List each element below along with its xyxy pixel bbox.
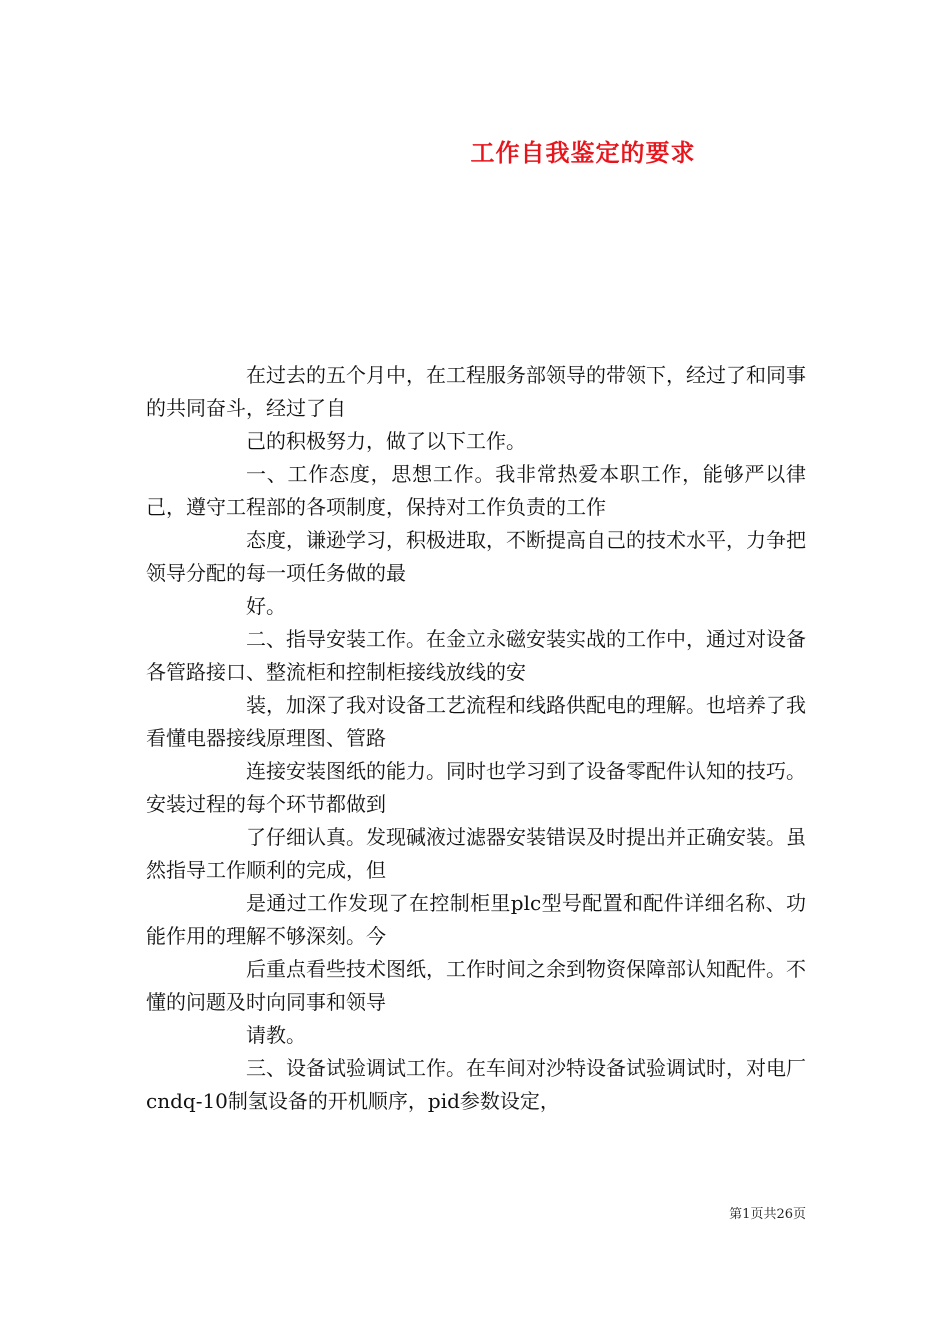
document-body xyxy=(146,359,806,1118)
page-number: 第1页共26页 xyxy=(729,1207,806,1222)
paragraph: 请教。 xyxy=(246,1023,306,1047)
paragraph: 己的积极努力，做了以下工作。 xyxy=(246,429,526,453)
paragraph: 连接安装图纸的能力。同时也学习到了设备零配件认知的技巧。安装过程的每个环节都做到 xyxy=(146,759,806,816)
paragraph: 是通过工作发现了在控制柜里plc型号配置和配件详细名称、功能作用的理解不够深刻。今 xyxy=(146,891,806,948)
paragraph: 装，加深了我对设备工艺流程和线路供配电的理解。也培养了我看懂电器接线原理图、管路 xyxy=(146,693,806,750)
paragraph: 一、工作态度，思想工作。我非常热爱本职工作，能够严以律己，遵守工程部的各项制度，保持对工作负责的工作 xyxy=(146,462,806,519)
paragraph: 三、设备试验调试工作。在车间对沙特设备试验调试时，对电厂cndq-10制氢设备的开机顺序，pid参数设定， xyxy=(146,1056,806,1113)
paragraph: 二、指导安装工作。在金立永磁安装实战的工作中，通过对设备各管路接口、整流柜和控制柜接线放线的安 xyxy=(146,627,806,684)
paragraph: 态度，谦逊学习，积极进取，不断提高自己的技术水平，力争把领导分配的每一项任务做的最 xyxy=(146,528,806,585)
paragraph: 后重点看些技术图纸，工作时间之余到物资保障部认知配件。不懂的问题及时向同事和领导 xyxy=(146,957,806,1014)
document-title: 工作自我鉴定的要求 xyxy=(470,138,696,167)
paragraph: 好。 xyxy=(246,594,286,618)
paragraph: 在过去的五个月中，在工程服务部领导的带领下，经过了和同事的共同奋斗，经过了自 xyxy=(146,363,806,420)
paragraph: 了仔细认真。发现碱液过滤器安装错误及时提出并正确安装。虽然指导工作顺利的完成，但 xyxy=(146,825,806,882)
